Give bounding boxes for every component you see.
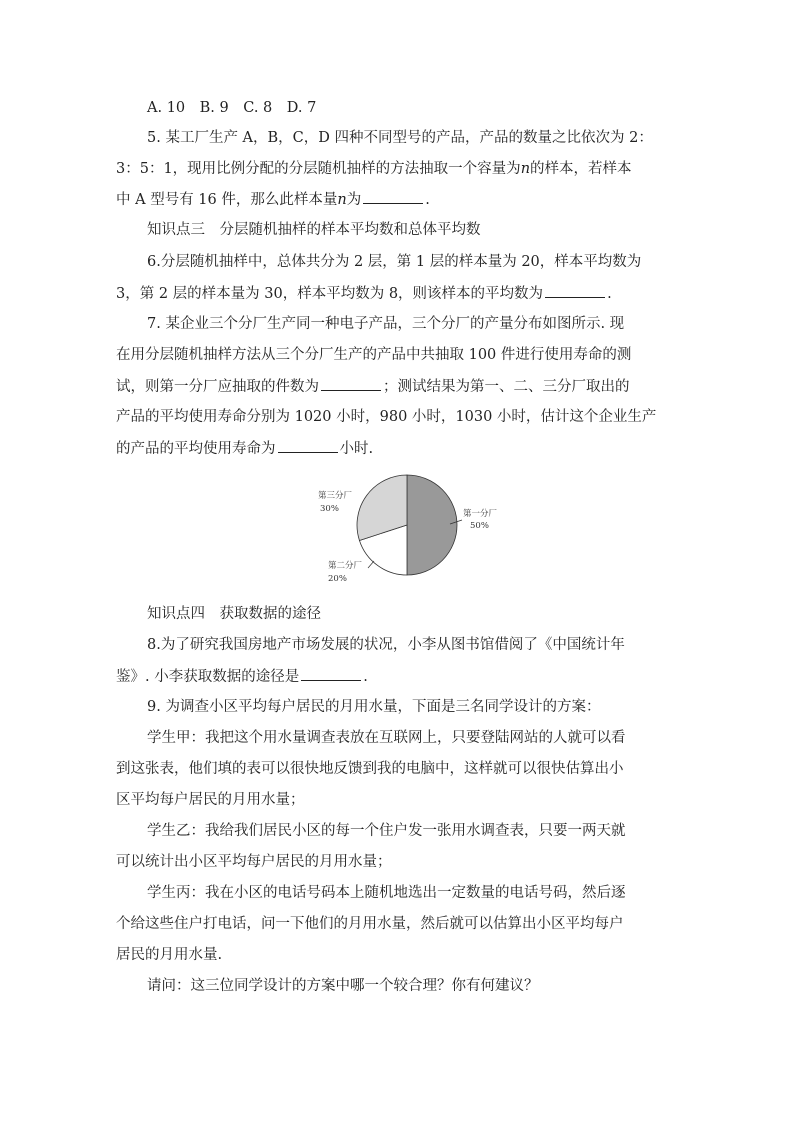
q6-line-2 bbox=[116, 283, 612, 304]
answer-blank[interactable] bbox=[278, 438, 338, 453]
percent-label: 50% bbox=[470, 521, 489, 531]
q9-jia-2: 到这张表，他们填的表可以很快地反馈到我的电脑中，这样就可以很快估算出小 bbox=[116, 761, 624, 777]
q7-line-3 bbox=[116, 376, 630, 397]
q9-bing-2: 个给这些住户打电话，问一下他们的月用水量，然后就可以估算出小区平均每户 bbox=[116, 916, 624, 932]
q7-text: 小时. bbox=[339, 441, 374, 457]
q5-text: 为 bbox=[346, 192, 362, 208]
q9-question: 请问：这三位同学设计的方案中哪一个较合理？你有何建议？ bbox=[147, 978, 539, 994]
category-label: 第一分厂 bbox=[463, 509, 498, 519]
q6-text: 3，第 2 层的样本量为 30，样本平均数为 8，则该样本的平均数为 bbox=[116, 286, 544, 302]
q8-text: 鉴》. 小李获取数据的途径是 bbox=[116, 669, 300, 685]
variable-n: n bbox=[520, 161, 531, 177]
category-label: 第三分厂 bbox=[318, 491, 353, 501]
answer-blank[interactable] bbox=[301, 666, 361, 681]
q9-line-1: 9. 为调查小区平均每户居民的月用水量，下面是三名同学设计的方案： bbox=[147, 699, 601, 715]
q8-line-2 bbox=[116, 666, 368, 687]
q5-line-3 bbox=[116, 189, 430, 210]
q9-yi-2: 可以统计出小区平均每户居民的月用水量； bbox=[116, 854, 392, 870]
q9-bing-3: 居民的月用水量. bbox=[116, 947, 223, 963]
variable-n: n bbox=[337, 192, 347, 208]
leader-line bbox=[368, 561, 374, 568]
q9-jia-1: 学生甲：我把这个用水量调查表放在互联网上，只要登陆网站的人就可以看 bbox=[147, 730, 626, 746]
q5-line-2 bbox=[116, 159, 632, 179]
q7-line-4: 产品的平均使用寿命分别为 1020 小时，980 小时，1030 小时，估计这个企业生产 bbox=[116, 409, 657, 425]
q7-text: 试，则第一分厂应抽取的件数为 bbox=[116, 379, 319, 395]
q6-line-1: 6.分层随机抽样中，总体共分为 2 层，第 1 层的样本量为 20，样本平均数为 bbox=[147, 254, 642, 270]
percent-label: 30% bbox=[320, 504, 339, 514]
q7-line-1: 7. 某企业三个分厂生产同一种电子产品，三个分厂的产量分布如图所示. 现 bbox=[147, 316, 625, 332]
q5-text: . bbox=[425, 192, 430, 208]
label-factory-2 bbox=[328, 560, 363, 584]
section-heading-4: 知识点四 获取数据的途径 bbox=[147, 606, 321, 622]
pie-slice-1 bbox=[407, 475, 457, 575]
q5-text: 3：5：1，现用比例分配的分层随机抽样的方法抽取一个容量为 bbox=[116, 161, 521, 177]
q9-yi-1: 学生乙：我给我们居民小区的每一个住户发一张用水调查表，只要一两天就 bbox=[147, 823, 626, 839]
q9-bing-1: 学生丙：我在小区的电话号码本上随机地选出一定数量的电话号码，然后逐 bbox=[147, 885, 626, 901]
q7-text: ；测试结果为第一、二、三分厂取出的 bbox=[383, 379, 630, 395]
q6-text: . bbox=[607, 286, 612, 302]
q7-text: 的产品的平均使用寿命为 bbox=[116, 441, 276, 457]
q7-line-5 bbox=[116, 438, 373, 459]
q5-text: 中 A 型号有 16 件，那么此样本量 bbox=[116, 192, 338, 208]
answer-blank[interactable] bbox=[545, 283, 605, 298]
q5-line-1: 5. 某工厂生产 A，B，C，D 四种不同型号的产品，产品的数量之比依次为 2： bbox=[147, 130, 653, 146]
label-factory-1 bbox=[463, 508, 498, 531]
q9-jia-3: 区平均每户居民的月用水量； bbox=[116, 792, 305, 808]
label-factory-3 bbox=[318, 490, 353, 514]
q4-options: A. 10 B. 9 C. 8 D. 7 bbox=[147, 100, 317, 116]
pie-chart bbox=[310, 472, 520, 587]
q8-line-1: 8.为了研究我国房地产市场发展的状况，小李从图书馆借阅了《中国统计年 bbox=[147, 637, 625, 653]
q8-text: . bbox=[363, 669, 368, 685]
answer-blank[interactable] bbox=[321, 376, 381, 391]
answer-blank[interactable] bbox=[363, 189, 423, 204]
q5-text: 的样本，若样本 bbox=[530, 161, 632, 177]
q7-line-2: 在用分层随机抽样方法从三个分厂生产的产品中共抽取 100 件进行使用寿命的测 bbox=[116, 347, 632, 363]
percent-label: 20% bbox=[328, 574, 347, 584]
category-label: 第二分厂 bbox=[328, 561, 363, 571]
section-heading-3: 知识点三 分层随机抽样的样本平均数和总体平均数 bbox=[147, 222, 481, 238]
